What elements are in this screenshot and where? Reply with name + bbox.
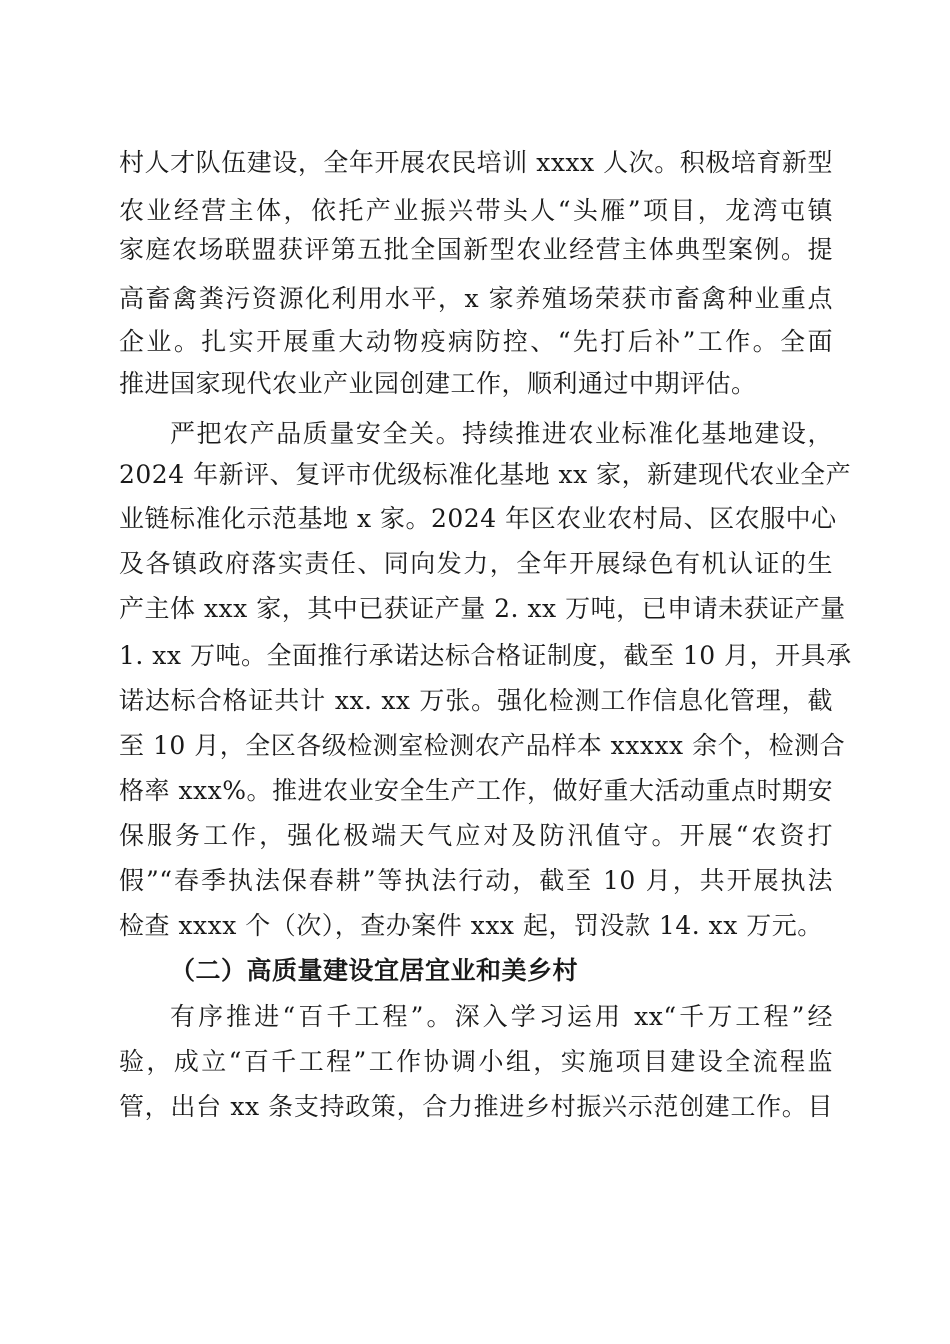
text-line: 业链标准化示范基地 x 家。2024 年区农业农村局、区农服中心	[119, 504, 837, 533]
text-line: 假”“春季执法保春耕”等执法行动，截至 10 月，共开展执法	[119, 866, 833, 895]
text-line: 验，成立“百千工程”工作协调小组，实施项目建设全流程监	[119, 1047, 833, 1076]
text-line: 诺达标合格证共计 xx. xx 万张。强化检测工作信息化管理，截	[119, 686, 833, 715]
section-heading: （二）高质量建设宜居宜业和美乡村	[170, 956, 579, 985]
paragraph-first-line: 严把农产品质量安全关。持续推进农业标准化基地建设，	[170, 419, 833, 448]
text-line: 保服务工作，强化极端天气应对及防汛值守。开展“农资打	[119, 821, 833, 850]
text-line: 2024 年新评、复评市优级标准化基地 xx 家，新建现代农业全产	[119, 460, 852, 489]
text-line: 推进国家现代农业产业园创建工作，顺利通过中期评估。	[119, 369, 757, 398]
text-line: 企业。扎实开展重大动物疫病防控、“先打后补”工作。全面	[119, 327, 833, 356]
text-line: 产主体 xxx 家，其中已获证产量 2. xx 万吨，已申请未获证产量	[119, 594, 846, 623]
text-line: 农业经营主体，依托产业振兴带头人“头雁”项目，龙湾屯镇	[119, 196, 833, 225]
text-line: 村人才队伍建设，全年开展农民培训 xxxx 人次。积极培育新型	[119, 148, 833, 177]
text-line: 高畜禽粪污资源化利用水平，x 家养殖场荣获市畜禽种业重点	[119, 284, 833, 313]
text-line: 格率 xxx%。推进农业安全生产工作，做好重大活动重点时期安	[119, 776, 834, 805]
text-line: 及各镇政府落实责任、同向发力，全年开展绿色有机认证的生	[119, 549, 833, 578]
text-line: 1. xx 万吨。全面推行承诺达标合格证制度，截至 10 月，开具承	[119, 641, 852, 670]
text-line: 管，出台 xx 条支持政策，合力推进乡村振兴示范创建工作。目	[119, 1092, 833, 1121]
text-line: 家庭农场联盟获评第五批全国新型农业经营主体典型案例。提	[119, 235, 833, 264]
text-line: 至 10 月，全区各级检测室检测农产品样本 xxxxx 余个，检测合	[119, 731, 846, 760]
paragraph-first-line: 有序推进“百千工程”。深入学习运用 xx“千万工程”经	[170, 1002, 833, 1031]
text-line: 检查 xxxx 个（次），查办案件 xxx 起，罚没款 14. xx 万元。	[119, 911, 823, 940]
